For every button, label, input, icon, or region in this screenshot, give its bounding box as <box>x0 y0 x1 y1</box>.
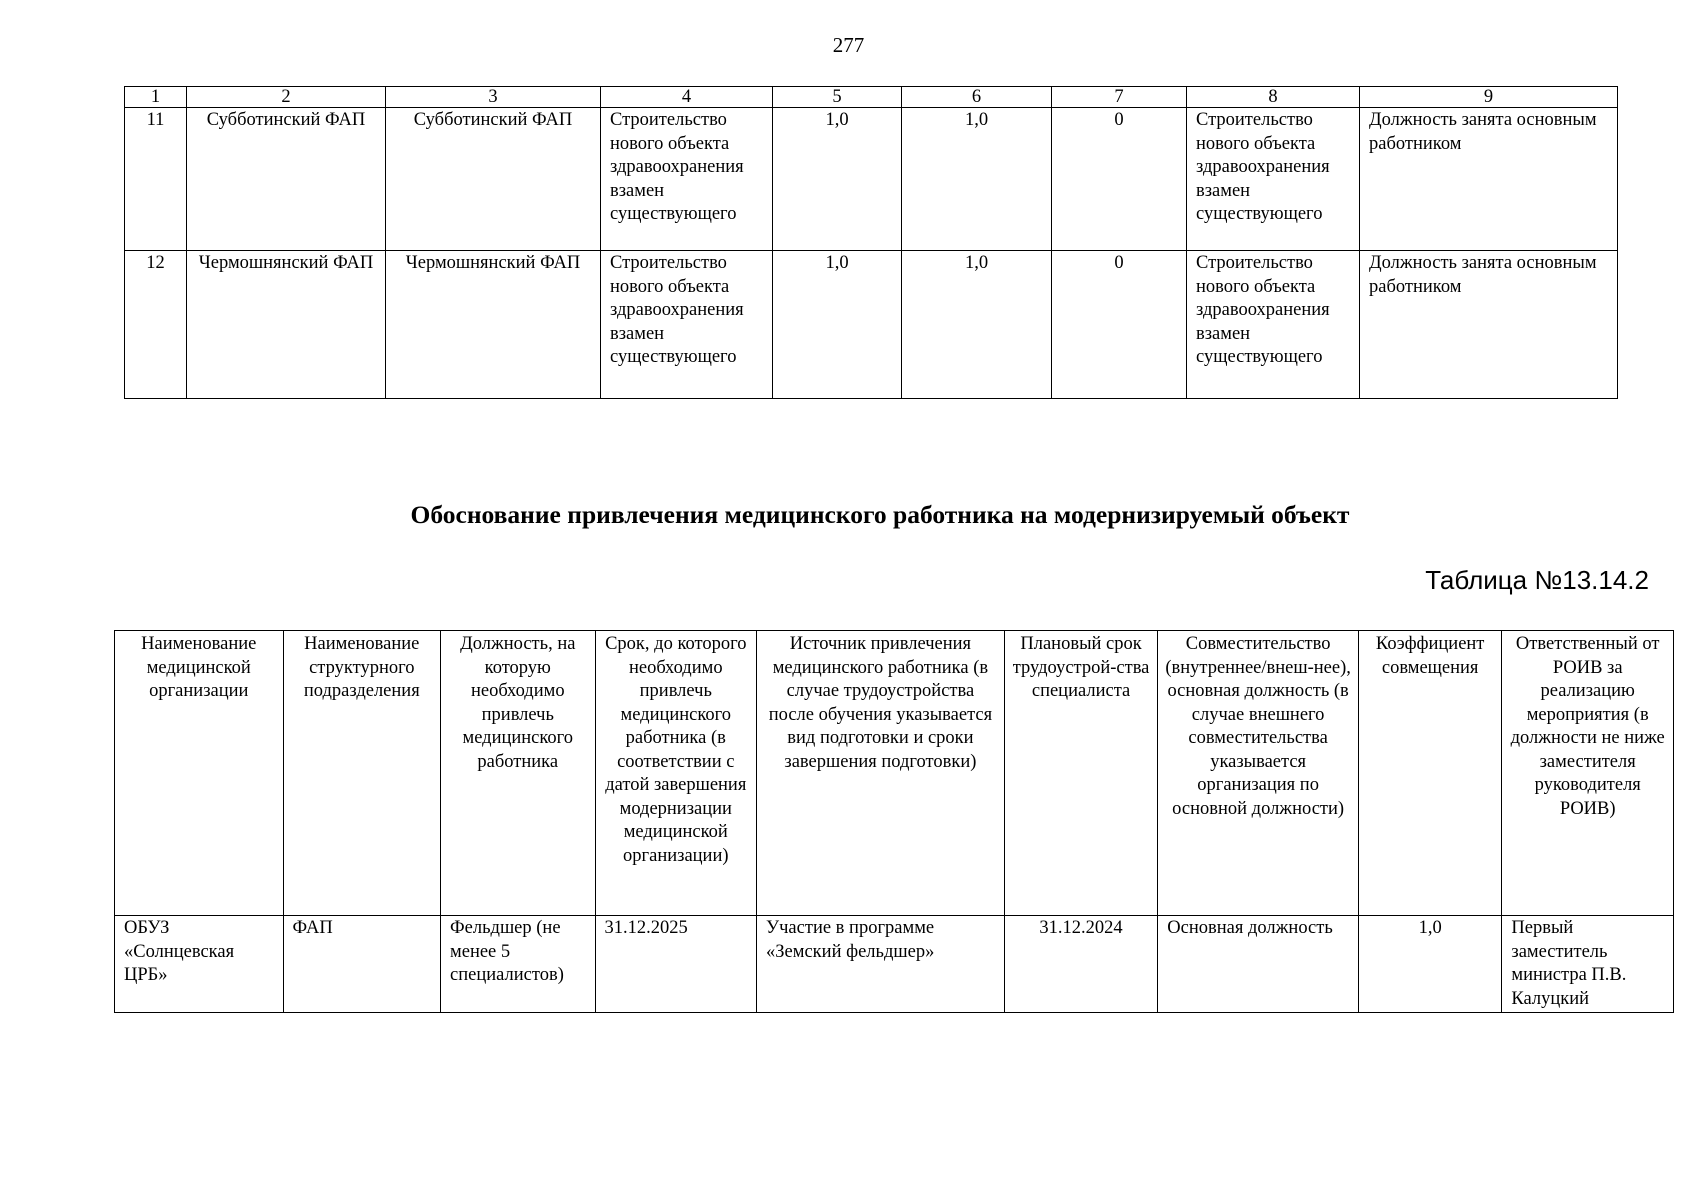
column-number: 2 <box>187 87 386 108</box>
modernization-type: Строительство нового объекта здравоохранения взамен существующего <box>601 251 773 399</box>
table-row <box>125 108 1618 251</box>
value-col5: 1,0 <box>773 251 902 399</box>
deadline-date: 31.12.2025 <box>595 916 757 1013</box>
column-number-row <box>125 87 1618 108</box>
unit-name: ФАП <box>283 916 441 1013</box>
value-col7: 0 <box>1052 251 1187 399</box>
table-label: Таблица №13.14.2 <box>1425 565 1649 595</box>
row-number: 11 <box>125 108 187 251</box>
column-header: Ответственный от РОИВ за реализацию мероприятия (в должности не ниже заместителя руководителя РОИВ) <box>1502 631 1674 916</box>
modernization-type-2: Строительство нового объекта здравоохранения взамен существующего <box>1187 251 1360 399</box>
column-number: 4 <box>601 87 773 108</box>
column-header: Плановый срок трудоустрой-ства специалиста <box>1004 631 1157 916</box>
column-header: Коэффициент совмещения <box>1358 631 1501 916</box>
column-number: 8 <box>1187 87 1360 108</box>
modernization-type-2: Строительство нового объекта здравоохранения взамен существующего <box>1187 108 1360 251</box>
combination-type: Основная должность <box>1158 916 1359 1013</box>
section-title: Обоснование привлечения медицинского работника на модернизируемый объект <box>410 500 1350 529</box>
row-number: 12 <box>125 251 187 399</box>
value-col5: 1,0 <box>773 108 902 251</box>
organization-name: ОБУЗ «Солнцевская ЦРБ» <box>115 916 284 1013</box>
value-col6: 1,0 <box>902 251 1052 399</box>
combination-coefficient: 1,0 <box>1358 916 1501 1013</box>
value-col6: 1,0 <box>902 108 1052 251</box>
position-name: Фельдшер (не менее 5 специалистов) <box>441 916 595 1013</box>
modernization-type: Строительство нового объекта здравоохранения взамен существующего <box>601 108 773 251</box>
column-header: Совместительство (внутреннее/внеш-нее), основная должность (в случае внешнего совместительства указывается организация по основной должности) <box>1158 631 1359 916</box>
column-number: 1 <box>125 87 187 108</box>
page-number: 277 <box>832 33 865 57</box>
facility-name: Чермошнянский ФАП <box>187 251 386 399</box>
responsible-person: Первый заместитель министра П.В. Калуцкий <box>1502 916 1674 1013</box>
recruitment-source: Участие в программе «Земский фельдшер» <box>757 916 1005 1013</box>
column-number: 5 <box>773 87 902 108</box>
table-row <box>125 251 1618 399</box>
column-header: Источник привлечения медицинского работника (в случае трудоустройства после обучения указывается вид подготовки и сроки завершения подготовки) <box>757 631 1005 916</box>
column-number: 6 <box>902 87 1052 108</box>
position-status: Должность занята основным работником <box>1360 251 1618 399</box>
position-status: Должность занята основным работником <box>1360 108 1618 251</box>
column-header: Наименование структурного подразделения <box>283 631 441 916</box>
header-row <box>115 631 1674 916</box>
unit-name: Чермошнянский ФАП <box>386 251 601 399</box>
column-number: 3 <box>386 87 601 108</box>
table-row <box>115 916 1674 1013</box>
column-header: Должность, на которую необходимо привлечь медицинского работника <box>441 631 595 916</box>
facility-name: Субботинский ФАП <box>187 108 386 251</box>
column-number: 9 <box>1360 87 1618 108</box>
column-header: Наименование медицинской организации <box>115 631 284 916</box>
planned-date: 31.12.2024 <box>1004 916 1157 1013</box>
unit-name: Субботинский ФАП <box>386 108 601 251</box>
staffing-justification-table <box>114 630 1674 1013</box>
column-header: Срок, до которого необходимо привлечь медицинского работника (в соответствии с датой завершения модернизации медицинской организации) <box>595 631 757 916</box>
positions-table <box>124 86 1618 399</box>
column-number: 7 <box>1052 87 1187 108</box>
value-col7: 0 <box>1052 108 1187 251</box>
